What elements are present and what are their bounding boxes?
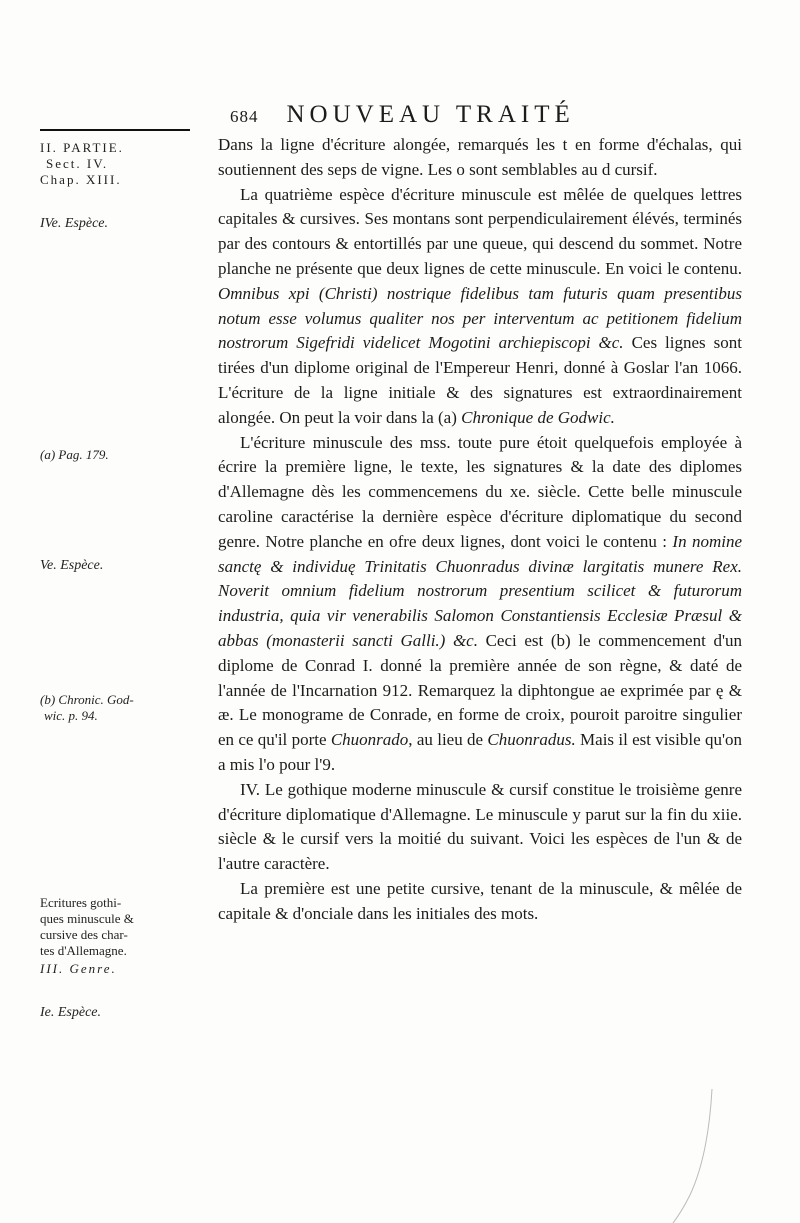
margin-genre: III. Genre.	[40, 961, 117, 976]
paragraph-3-text-d: Mais il est visible qu'on a mis l'o pour l'9.	[218, 730, 743, 774]
paragraph-3-text-c: , au lieu de	[408, 730, 484, 750]
margin-note-b-line2: wic. p. 94.	[44, 708, 98, 723]
paragraph-3-text-a: L'écriture minuscule des mss. toute pure étoit quelquefois employée à écrire la première ligne, le texte, les signatures & la date des diplomes d'Allemagne dès les commencemens du xe. siècle. Cette belle minuscule caroline caractérise la dernière espèce d'écriture diplomatique du second genre. Notre planche en ofre deux lignes, dont voici le contenu :	[218, 432, 742, 551]
page-number: 684	[230, 107, 259, 126]
margin-gothic-line2: ques minuscule &	[40, 911, 134, 926]
margin-gothic-line1: Ecritures gothi-	[40, 895, 122, 910]
margin-species-4: IVe. Espèce.	[40, 216, 109, 231]
paragraph-2	[218, 183, 742, 431]
margin-part-chapter	[40, 140, 124, 188]
paragraph-4	[218, 778, 742, 877]
margin-gothic-note	[40, 895, 134, 977]
margin-note-b	[40, 692, 134, 724]
stray-pen-mark	[660, 1085, 720, 1223]
paragraph-5-text: La première est une petite cursive, tenant de la minuscule, & mêlée de capitale & d'onciale dans les initiales des mots.	[218, 878, 742, 923]
paragraph-5	[218, 877, 742, 927]
paragraph-3-name-2: Chuonradus.	[487, 730, 576, 750]
margin-gothic-line3: cursive des char-	[40, 927, 128, 942]
running-header	[230, 101, 575, 129]
margin-gothic-line4: tes d'Allemagne.	[40, 943, 127, 958]
margin-note-b-line1: (b) Chronic. God-	[40, 692, 134, 707]
paragraph-4-text: IV. Le gothique moderne minuscule & cursif constitue le troisième genre d'écriture diplomatique d'Allemagne. Le minuscule y parut sur la fin du xiie. siècle & le cursif vers la moitié du suivant. Voici les espèces de l'un & de l'autre caractère.	[218, 779, 742, 874]
page-title: NOUVEAU TRAITÉ	[286, 101, 575, 128]
paragraph-3-text-b: Ceci est (b) le commencement d'un diplome de Conrad I. donné la première année de son règne, & daté de l'année de l'Incarnation 912. Remarquez la diphtongue ae exprimée par ę & æ. Le monograme de Conrade, en forme de croix, pouroit paroitre singulier en ce qu'il porte	[218, 630, 743, 750]
paragraph-2-text-b: Ces lignes sont tirées d'un diplome original de l'Empereur Henri, donné à Goslar l'an 1066. L'écriture de la ligne initiale & des signatures est extraordinairement alongée. On peut la voir dans la (a)	[218, 333, 742, 427]
margin-chapter: Chap. XIII.	[40, 172, 122, 187]
margin-species-5: Ve. Espèce.	[40, 558, 104, 573]
margin-section: Sect. IV.	[46, 156, 109, 171]
paragraph-1-text: Dans la ligne d'écriture alongée, remarqués les t en forme d'échalas, qui soutiennent des seps de vigne. Les o sont semblables au d cursif.	[218, 135, 742, 179]
paragraph-1	[218, 133, 742, 183]
paragraph-2-text-a: La quatrième espèce d'écriture minuscule est mêlée de quelques lettres capitales & cursives. Ses montans sont perpendiculairement élévés, terminés par des contours & entortillés par une queue, qui descend du sommet. Notre planche ne présente que deux lignes de cette minuscule. En voici le contenu.	[218, 184, 742, 278]
margin-part: II. PARTIE.	[40, 140, 124, 155]
paragraph-3	[218, 431, 742, 778]
main-text	[218, 133, 742, 927]
header-rule	[40, 129, 190, 131]
paragraph-3-name-1: Chuonrado	[330, 730, 409, 750]
paragraph-2-reference: Chronique de Godwic.	[461, 407, 615, 427]
paragraph-3-latin: In nomine sanctę & individuę Trinitatis Chuonradus divinæ largitatis munere Rex. Noverit omnium fidelium nostrorum presentium scilicet & futurorum industria, quia vir venerabilis Salomon Constantiensis Ecclesiæ Præsul & abbas (monasterii sancti Galli.) &c.	[218, 531, 742, 650]
margin-note-a: (a) Pag. 179.	[40, 447, 109, 462]
margin-species-1: Ie. Espèce.	[40, 1005, 102, 1020]
paragraph-2-latin: Omnibus xpi (Christi) nostrique fidelibus tam futuris quam presentibus notum esse volumus qualiter nos per interventum ac petitionem fidelium nostrorum Sigefridi videlicet Mogotini archiepiscopi &c.	[218, 283, 742, 353]
